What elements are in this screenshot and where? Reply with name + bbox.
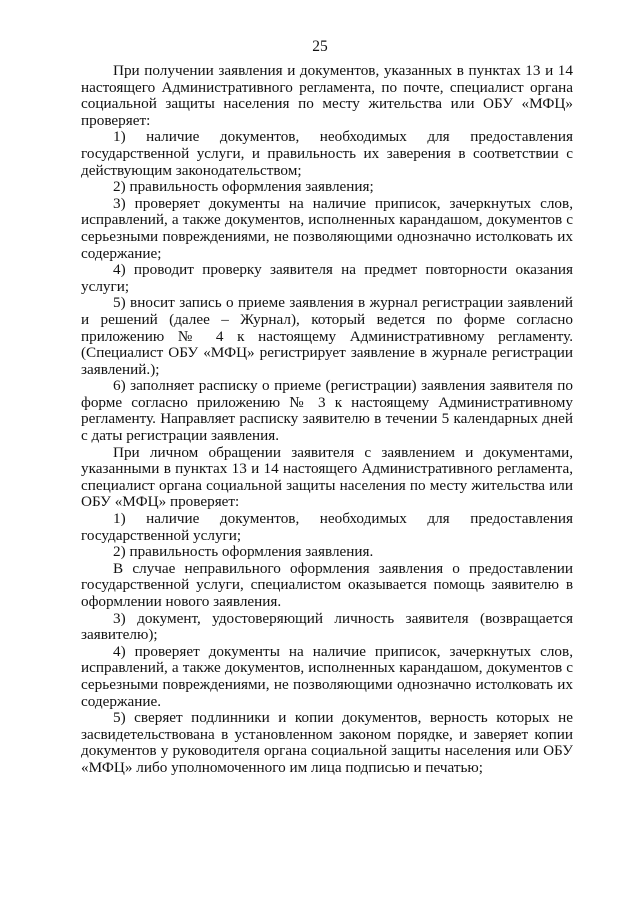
paragraph-incorrect-form: В случае неправильного оформления заявления о предоставлении государственной услуги, специалистом оказывается помощь заявителю в оформлении нового заявления. xyxy=(81,559,573,610)
paragraph-personal-item-5: 5) сверяет подлинники и копии документов, верность которых не засвидетельствована в установленном законом порядке, и заверяет копии документов у руководителя органа социальной защиты населения или ОБУ «МФЦ» либо уполномоченного им лица подписью и печатью; xyxy=(81,709,573,776)
paragraph-item-2-form: 2) правильность оформления заявления; xyxy=(113,178,374,196)
paragraph-item-5-journal: 5) вносит запись о приеме заявления в журнал регистрации заявлений и решений (далее – Журнал), который ведется по форме согласно приложению № 4 к настоящему Административному регламенту. (Специалист ОБУ «МФЦ» регистрирует заявление в журнале регистрации заявлений.); xyxy=(81,294,573,378)
paragraph-personal-item-4: 4) проверяет документы на наличие приписок, зачеркнутых слов, исправлений, а также документов, исполненных карандашом, документов с серьезными повреждениями, не позволяющими однозначно истолковать их содержание. xyxy=(81,642,573,710)
document-body xyxy=(81,63,573,777)
paragraph-personal-item-3: 3) документ, удостоверяющий личность заявителя (возвращается заявителю); xyxy=(81,609,573,644)
paragraph-intro-mail: При получении заявления и документов, указанных в пунктах 13 и 14 настоящего Административного регламента, по почте, специалист органа социальной защиты населения по месту жительства или ОБУ «МФЦ» проверяет: xyxy=(81,62,573,129)
paragraph-item-1-documents: 1) наличие документов, необходимых для предоставления государственной услуги, и правильность их заверения в соответствии с действующим законодательством; xyxy=(81,128,573,179)
paragraph-item-4-repeat: 4) проводит проверку заявителя на предмет повторности оказания услуги; xyxy=(81,261,573,295)
paragraph-item-3-check: 3) проверяет документы на наличие приписок, зачеркнутых слов, исправлений, а также документов, исполненных карандашом, документов с серьезными повреждениями, не позволяющими однозначно истолковать их содержание; xyxy=(81,194,573,262)
page-number: 25 xyxy=(312,38,328,55)
paragraph-intro-personal: При личном обращении заявителя с заявлением и документами, указанными в пунктах 13 и 14 настоящего Административного регламента, специалист органа социальной защиты населения по месту жительства или ОБУ «МФЦ» проверяет: xyxy=(81,443,573,511)
paragraph-personal-item-1: 1) наличие документов, необходимых для предоставления государственной услуги; xyxy=(81,510,573,544)
paragraph-item-6-receipt: 6) заполняет расписку о приеме (регистрации) заявления заявителя по форме согласно приложению № 3 к настоящему Административному регламенту. Направляет расписку заявителю в течении 5 календарных дней с даты регистрации заявления. xyxy=(81,377,573,445)
paragraph-personal-item-2: 2) правильность оформления заявления. xyxy=(113,543,374,561)
